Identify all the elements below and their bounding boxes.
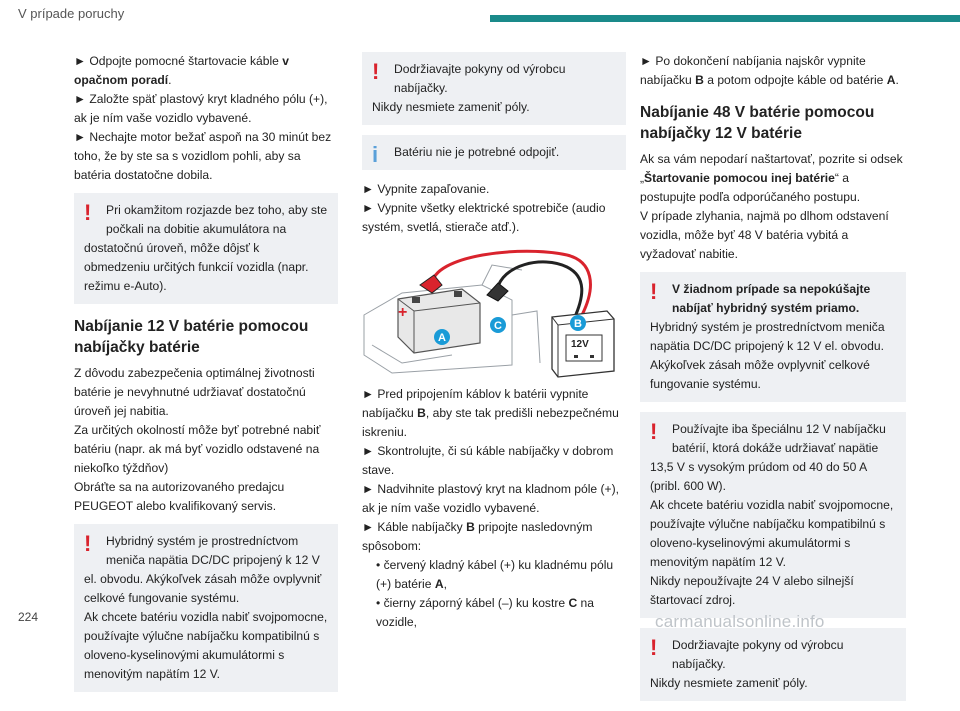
warning-text: Dodržiavajte pokyny od výrobcu nabíjačky. <box>672 638 844 671</box>
column-2 <box>362 52 626 632</box>
paragraph: Za určitých okolností môže byť potrebné nabiť batériu (napr. ak má byť vozidlo odstavené na niekoľko týždňov) <box>74 423 321 475</box>
paragraph <box>362 385 626 442</box>
watermark: carmanualsonline.info <box>655 612 825 631</box>
paragraph <box>362 518 626 556</box>
paragraph <box>74 52 338 90</box>
paragraph: ► Skontrolujte, či sú káble nabíjačky v dobrom stave. <box>362 444 614 477</box>
warning-text: Ak chcete batériu vozidla nabiť svojpomocne, používajte výlučne nabíjačku kompatibilnú s oloveno-kyselinovými akumulátormi s menovitým napätím 12 V. <box>650 498 894 569</box>
warning-box <box>74 524 338 692</box>
emphasis: A <box>886 73 896 87</box>
page-number: 224 <box>18 610 39 624</box>
warning-box <box>74 193 338 304</box>
label-A <box>434 329 450 345</box>
section-heading: Nabíjanie 12 V batérie pomocou nabíjačky batérie <box>74 318 309 356</box>
running-header: V prípade poruchy <box>18 6 125 21</box>
warning-text: Nikdy nepoužívajte 24 V alebo silnejší štartovací zdroj. <box>650 574 854 607</box>
text: ► Odpojte pomocné štartovacie káble <box>74 54 283 68</box>
label-A-text: A <box>438 332 446 344</box>
paragraph: V prípade zlyhania, najmä po dlhom odstavení vozidla, môže byť 48 V batéria vybitá a vyžadovať nabitie. <box>640 209 889 261</box>
emphasis: B <box>695 73 704 87</box>
paragraph: Z dôvodu zabezpečenia optimálnej životnosti batérie je nevyhnutné udržiavať dostatočnú úroveň jej nabitia. <box>74 366 315 418</box>
warning-text: Ak chcete batériu vozidla nabiť svojpomocne, používajte výlučne nabíjačku kompatibilnú s oloveno-kyselinovými akumulátormi s menovitým napätím 12 V. <box>84 610 328 681</box>
emphasis: B <box>417 406 426 420</box>
text: “ a postupujte podľa odporúčaného postupu. <box>640 171 861 204</box>
warning-icon: ! <box>372 59 380 84</box>
warning-icon: ! <box>84 531 92 556</box>
text: a potom odpojte káble od batérie <box>703 73 887 87</box>
list-item <box>362 594 626 632</box>
label-C-text: C <box>494 320 502 332</box>
battery-terminal-negative <box>454 291 462 297</box>
text: • červený kladný kábel (+) ku kladnému pólu (+) batérie <box>376 558 614 591</box>
paragraph <box>640 52 906 90</box>
warning-text: Nikdy nesmiete zameniť póly. <box>372 100 530 114</box>
charger-voltage-label: 12V <box>571 339 589 350</box>
paragraph: ► Nechajte motor bežať aspoň na 30 minút bez toho, že by ste sa s vozidlom pohli, aby sa batéria dostatočne dobila. <box>74 130 332 182</box>
text: ► Po dokončení nabíjania najskôr vypnite nabíjačku <box>640 54 866 87</box>
paragraph: ► Vypnite všetky elektrické spotrebiče (audio systém, svetlá, stierače atď.). <box>362 201 606 234</box>
paragraph: ► Nadvihnite plastový kryt na kladnom póle (+), ak je ním vaše vozidlo vybavené. <box>362 482 619 515</box>
text: pripojte nasledovným spôsobom: <box>362 520 593 553</box>
column-1 <box>74 52 338 702</box>
warning-text: 13,5 V s vysokým prúdom od 40 do 50 A (pribl. 600 W). <box>650 460 867 493</box>
emphasis: Štartovanie pomocou inej batérie <box>644 171 835 185</box>
warning-box <box>362 52 626 125</box>
warning-text: V žiadnom prípade sa nepokúšajte nabíjať hybridný systém priamo. <box>672 282 871 315</box>
section-heading: Nabíjanie 48 V batérie pomocou nabíjačky 12 V batérie <box>640 104 875 142</box>
info-icon: i <box>372 142 379 167</box>
emphasis: B <box>466 520 475 534</box>
paragraph: ► Vypnite zapaľovanie. <box>362 182 490 196</box>
text: , aby ste tak predišli nebezpečnému iskreniu. <box>362 406 619 439</box>
warning-text: dostatočnú úroveň, môže dôjsť k obmedzeniu určitých funkcií vozidla (napr. režimu e-Auto). <box>84 241 309 293</box>
header-accent-bar <box>490 15 960 22</box>
warning-icon: ! <box>650 279 658 304</box>
paragraph: Obráťte sa na autorizovaného predajcu PEUGEOT alebo kvalifikovaný servis. <box>74 480 285 513</box>
emphasis: C <box>568 596 578 610</box>
text: Ak sa vám nepodarí naštartovať, pozrite si odsek „ <box>640 152 903 185</box>
label-B <box>570 315 586 331</box>
warning-box <box>640 272 906 402</box>
plus-sign: + <box>398 304 408 321</box>
label-C <box>490 317 506 333</box>
label-B-text: B <box>574 318 582 330</box>
info-text: Batériu nie je potrebné odpojiť. <box>394 145 560 159</box>
warning-text: Pri okamžitom rozjazde bez toho, aby ste počkali na dobitie akumulátora na <box>106 203 328 236</box>
text: na vozidle, <box>376 596 594 629</box>
text: , <box>443 577 447 591</box>
warning-text: Hybridný systém je prostredníctvom meniča napätia DC/DC pripojený k 12 V <box>106 534 320 567</box>
paragraph: ► Založte späť plastový kryt kladného pólu (+), ak je ním vaše vozidlo vybavené. <box>74 92 328 125</box>
warning-text: Používajte iba špeciálnu 12 V nabíjačku batérií, ktorá dokáže udržiavať napätie <box>672 422 886 455</box>
warning-text: el. obvodu. Akýkoľvek zásah môže ovplyvniť celkové fungovanie systému. <box>84 572 322 605</box>
emphasis: A <box>434 577 444 591</box>
text: . <box>895 73 899 87</box>
list-item <box>362 556 626 594</box>
text: ► Pred pripojením káblov k batérii vypnite nabíjačku <box>362 387 589 420</box>
text: • čierny záporný kábel (–) ku kostre <box>376 596 569 610</box>
info-box <box>362 135 626 170</box>
warning-icon: ! <box>650 419 658 444</box>
warning-box <box>640 628 906 701</box>
warning-icon: ! <box>650 635 658 660</box>
warning-icon: ! <box>84 200 92 225</box>
text: . <box>168 73 172 87</box>
battery-terminal-positive <box>412 297 420 303</box>
paragraph <box>640 150 906 207</box>
charger-connection-figure <box>362 245 622 379</box>
emphasis: v opačnom poradí <box>74 54 290 87</box>
warning-box <box>640 412 906 618</box>
warning-text: Hybridný systém je prostredníctvom meniča napätia DC/DC pripojený k 12 V el. obvodu. Akýkoľvek zásah môže ovplyvniť celkové fungovanie systému. <box>650 320 885 391</box>
text: ► Káble nabíjačky <box>362 520 467 534</box>
warning-text: Dodržiavajte pokyny od výrobcu nabíjačky. <box>394 62 566 95</box>
warning-text: Nikdy nesmiete zameniť póly. <box>650 676 808 690</box>
